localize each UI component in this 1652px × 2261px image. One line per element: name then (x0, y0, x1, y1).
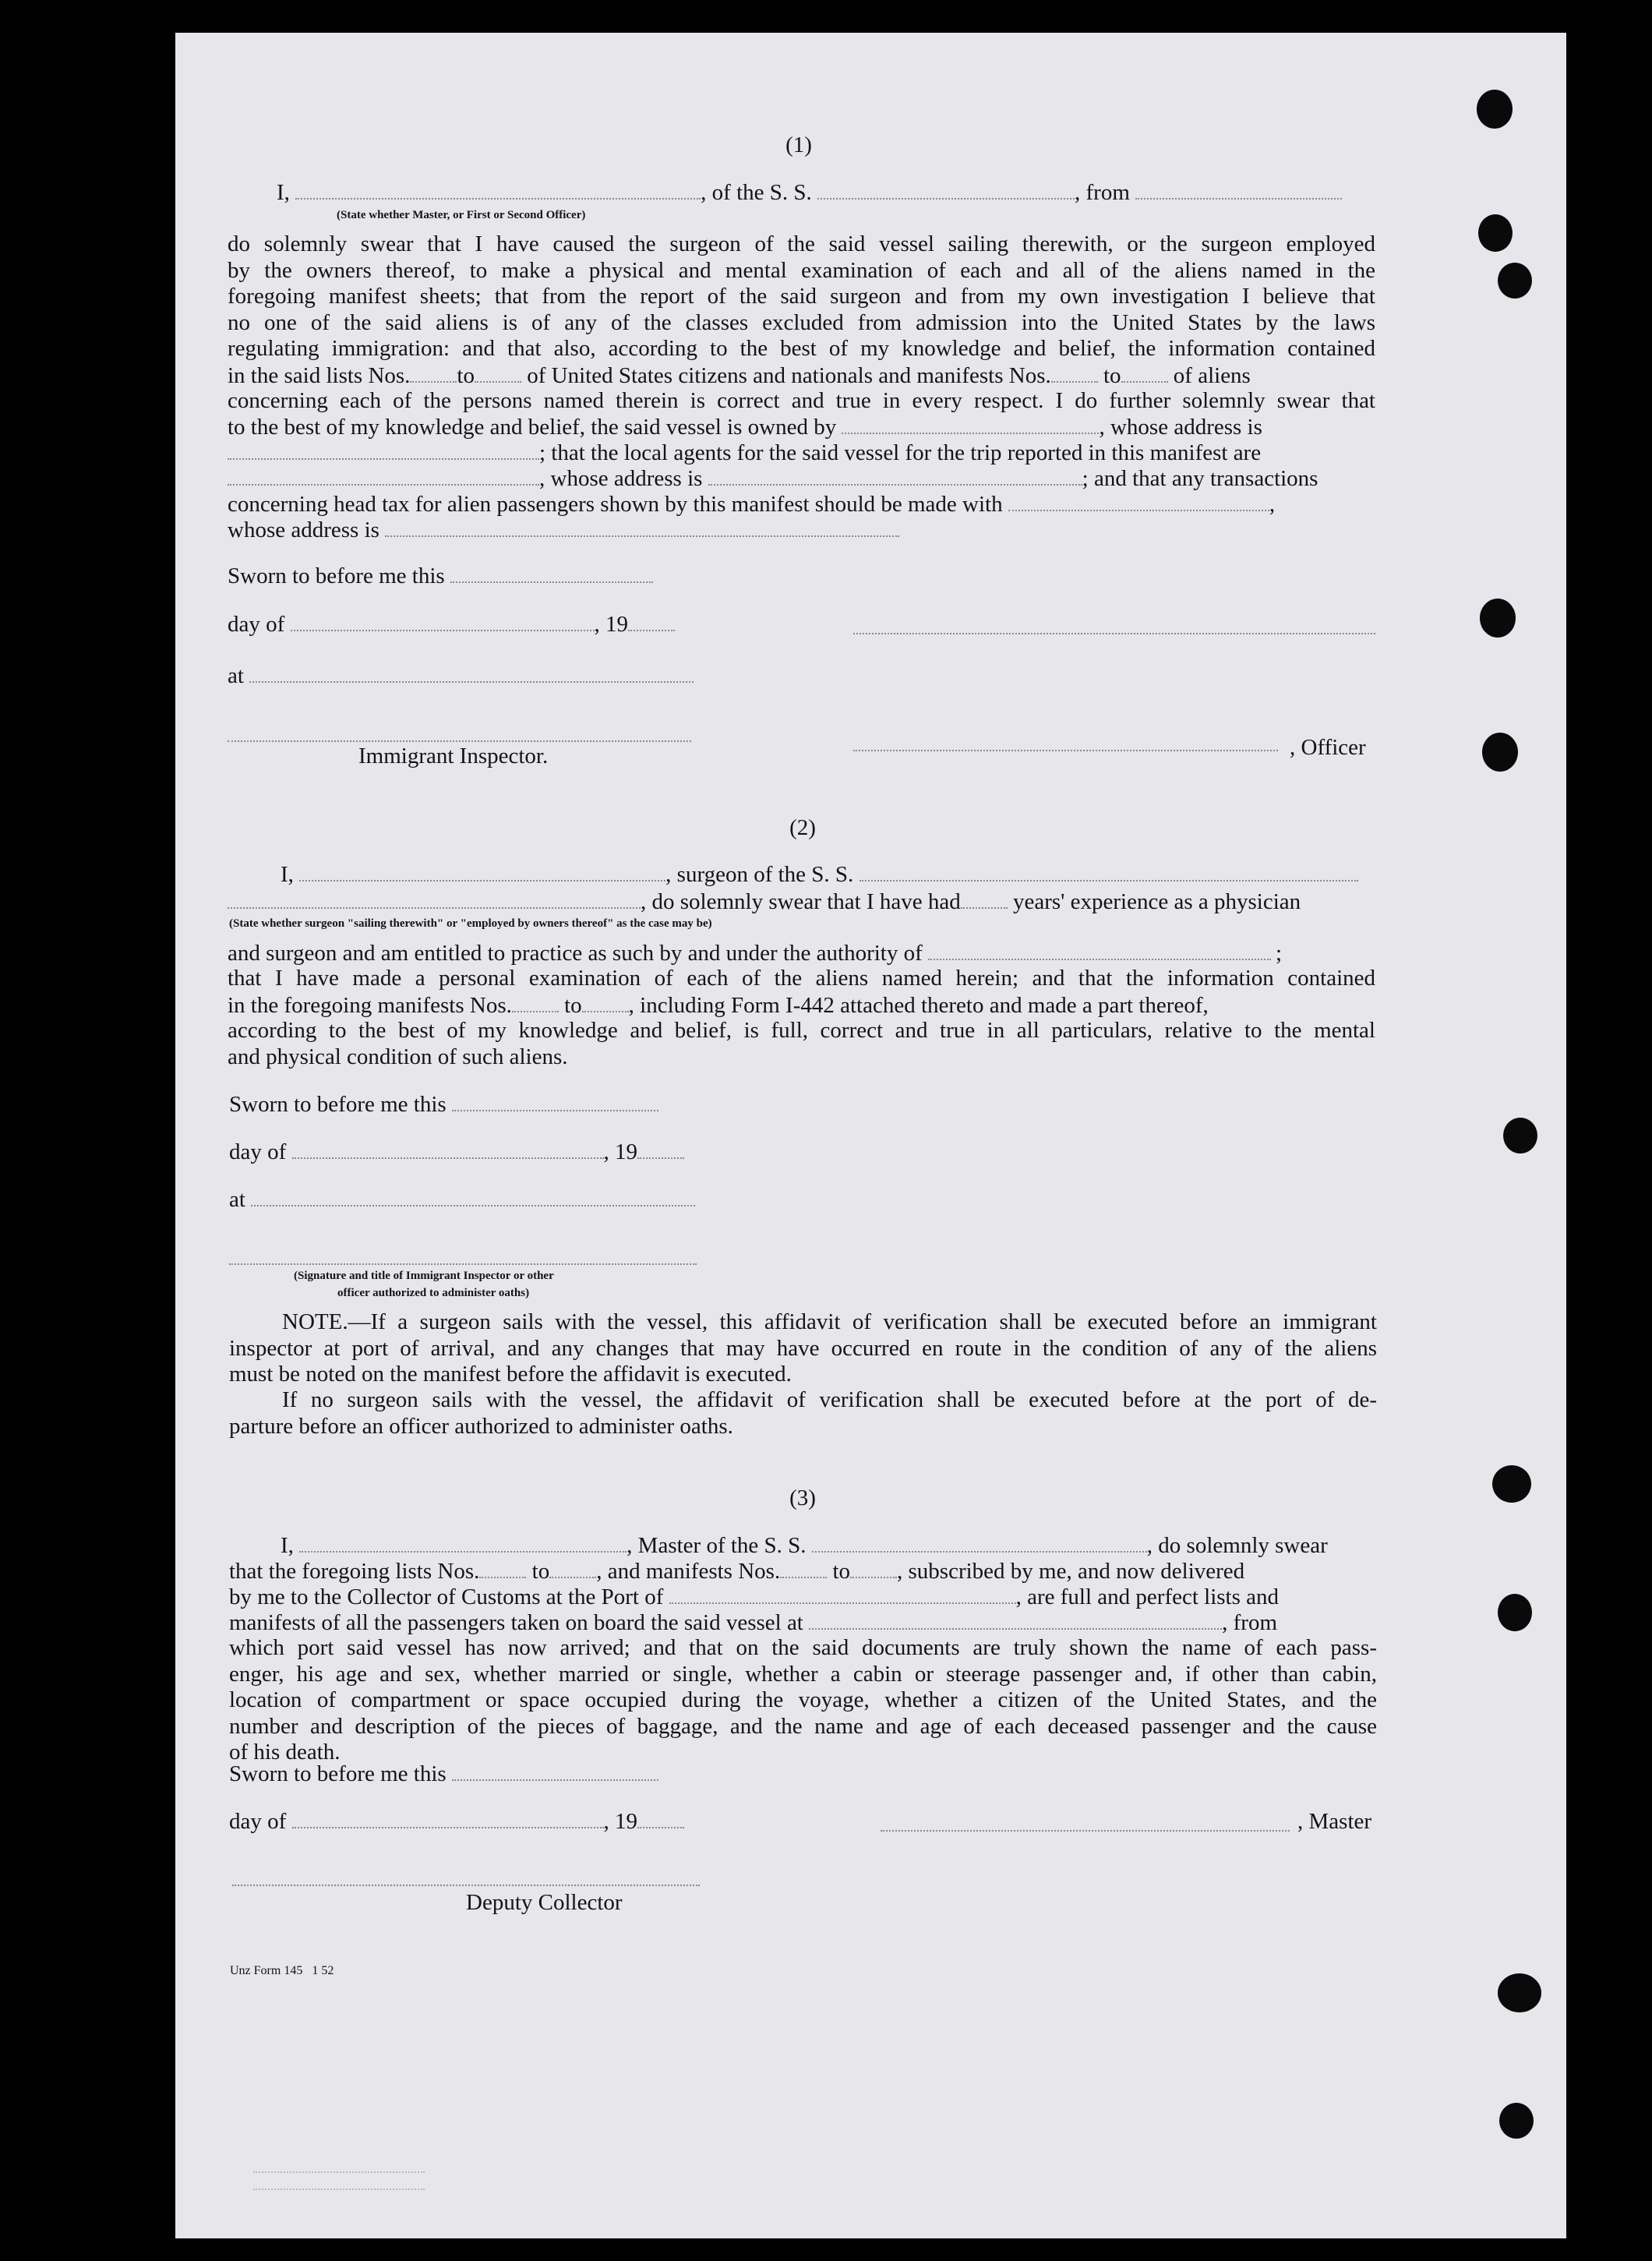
faint-rule (253, 2189, 425, 2190)
place-field[interactable] (249, 664, 694, 683)
paragraph-line: which port said vessel has now arrived; and that on the said documents are truly shown the name of each pass- (229, 1635, 1377, 1660)
owner-address-field[interactable] (228, 441, 539, 460)
paragraph-line: of his death. (229, 1740, 341, 1765)
manifest-to-field[interactable] (1121, 364, 1168, 383)
owner-line: to the best of my knowledge and belief, the said vessel is owned by , whose address is (228, 415, 1262, 440)
oath-paragraph (228, 231, 1375, 362)
signature-note: (Signature and title of Immigrant Inspector or other (294, 1270, 554, 1282)
section-number: (3) (789, 1486, 816, 1510)
paragraph-line: NOTE.—If a surgeon sails with the vessel, this affidavit of verification shall be executed before an immigrant (282, 1309, 1377, 1334)
signature-note: officer authorized to administer oaths) (337, 1287, 530, 1299)
customs-port-line: by me to the Collector of Customs at the Port of , are full and perfect lists and (229, 1584, 1280, 1609)
paragraph-line: by the owners thereof, to make a physical and mental examination of each and all of the aliens named in the (228, 257, 1375, 283)
note-paragraph-2 (229, 1387, 1377, 1440)
paragraph-line: parture before an officer authorized to administer oaths. (229, 1413, 733, 1439)
ship-label: , of the S. S. (701, 180, 812, 205)
paragraph-line: must be noted on the manifest before the affidavit is executed. (229, 1362, 792, 1387)
paragraph-line: enger, his age and sex, whether married or single, whether a cabin or steerage passenger and, if other than cabin, (229, 1661, 1377, 1687)
year-field[interactable] (628, 613, 675, 631)
deputy-collector-title: Deputy Collector (466, 1890, 623, 1915)
boarding-port-line: manifests of all the passengers taken on board the said vessel at , from (229, 1610, 1277, 1635)
punch-hole (1503, 1118, 1537, 1153)
experience-line: , do solemnly swear that I have had years' experience as a physician (228, 889, 1301, 915)
oath-paragraph-continued (228, 388, 1375, 415)
month-field[interactable] (292, 1810, 604, 1828)
sworn-day-field[interactable] (452, 1762, 658, 1781)
place-line: at (229, 1186, 695, 1213)
master-manifest-to-field[interactable] (850, 1560, 897, 1578)
form-identifier: Unz Form 145 1 52 (230, 1964, 334, 1977)
year-field[interactable] (637, 1140, 684, 1159)
pronoun-label: I, (277, 180, 290, 205)
officer-title: , Officer (1290, 735, 1366, 760)
list-numbers-line: in the said lists Nos. to of United States citizens and nationals and manifests Nos. to of aliens (228, 363, 1251, 388)
paragraph-line: number and description of the pieces of baggage, and the name and age of each deceased passenger and the cause (229, 1713, 1377, 1739)
officer-name-field[interactable] (295, 181, 701, 200)
customs-port-field[interactable] (669, 1585, 1016, 1604)
master-list-to-field[interactable] (549, 1560, 596, 1578)
date-line: day of , 19 (229, 1808, 684, 1835)
authority-field[interactable] (928, 941, 1271, 960)
sworn-day-field[interactable] (450, 564, 653, 583)
month-field[interactable] (292, 1140, 604, 1159)
sworn-line: Sworn to before me this (229, 1091, 658, 1118)
punch-hole (1498, 1594, 1532, 1631)
master-signature-field[interactable] (881, 1830, 1290, 1832)
officer-signature-line[interactable] (853, 750, 1278, 751)
sworn-day-field[interactable] (452, 1093, 658, 1111)
surgeon-declaration-line: I, , surgeon of the S. S. (281, 861, 1358, 888)
master-name-field[interactable] (299, 1534, 627, 1553)
years-field[interactable] (961, 890, 1008, 909)
paragraph-line: and physical condition of such aliens. (228, 1044, 568, 1069)
paragraph-line: inspector at port of arrival, and any changes that may have occurred en route in the condition of any of the aliens (229, 1335, 1377, 1361)
master-list-from-field[interactable] (479, 1560, 526, 1578)
surgeon-paragraph-continued (228, 1018, 1375, 1070)
year-field[interactable] (637, 1810, 684, 1828)
surgeon-manifest-from-field[interactable] (512, 994, 559, 1012)
section-number: (2) (789, 815, 816, 840)
paragraph-line: location of compartment or space occupied during the voyage, whether a citizen of the United States, and the (229, 1687, 1377, 1712)
agents-address-field[interactable] (708, 467, 1082, 486)
punch-hole (1480, 599, 1516, 638)
paragraph-line: according to the best of my knowledge and belief, is full, correct and true in all particulars, relative to the mental (228, 1018, 1375, 1043)
place-field[interactable] (251, 1188, 695, 1206)
master-oath-line: I, , Master of the S. S. , do solemnly swear (281, 1533, 1328, 1558)
sworn-line: Sworn to before me this (228, 563, 653, 589)
agents-field[interactable] (228, 467, 539, 486)
inspector-signature-field[interactable] (229, 1263, 697, 1265)
surgeon-manifest-line: in the foregoing manifests Nos. to , including Form I-442 attached thereto and made a part thereof, (228, 993, 1209, 1018)
agents-line: ; that the local agents for the said vessel for the trip reported in this manifest are (228, 440, 1261, 466)
punch-hole (1498, 263, 1532, 299)
section-number: (1) (785, 132, 812, 157)
head-tax-address-field[interactable] (385, 518, 899, 537)
paragraph-line: no one of the said aliens is of any of the classes excluded from admission into the United States by the laws (228, 309, 1375, 335)
date-line: day of , 19 (228, 611, 675, 638)
master-manifest-from-field[interactable] (780, 1560, 827, 1578)
punch-hole (1478, 214, 1513, 252)
punch-hole (1499, 2103, 1534, 2139)
paragraph-line: that I have made a personal examination of each of the aliens named herein; and that the information contained (228, 966, 1375, 991)
surgeon-paragraph (228, 966, 1375, 992)
collector-signature-field[interactable] (232, 1885, 700, 1886)
ship-name-field[interactable] (817, 181, 1075, 200)
officer-note: (State whether Master, or First or Second Officer) (337, 209, 586, 221)
inspector-title: Immigrant Inspector. (358, 744, 549, 768)
owner-field[interactable] (842, 415, 1099, 434)
surgeon-ship-field[interactable] (860, 863, 1358, 881)
agents-address-line: , whose address is ; and that any transactions (228, 465, 1318, 492)
from-label: , from (1075, 180, 1130, 205)
paragraph-line: regulating immigration: and that also, according to the best of my knowledge and belief, the information contained (228, 336, 1375, 361)
punch-hole (1498, 1973, 1541, 2012)
boarding-port-field[interactable] (809, 1611, 1222, 1630)
paragraph-line: foregoing manifest sheets; that from the report of the said surgeon and from my own investigation I believe that (228, 284, 1375, 309)
faint-rule (253, 2171, 425, 2173)
master-ship-field[interactable] (812, 1534, 1147, 1553)
master-declaration-line (277, 179, 1342, 206)
surgeon-note: (State whether surgeon "sailing therewith" or "employed by owners thereof" as the case may be) (229, 917, 712, 930)
paragraph-line: concerning each of the persons named therein is correct and true in every respect. I do further solemnly swear that (228, 388, 1375, 413)
surgeon-name-field[interactable] (299, 863, 665, 881)
officer-signature-field[interactable] (853, 633, 1375, 634)
master-title: , Master (1297, 1809, 1372, 1834)
master-lists-line: that the foregoing lists Nos. to , and manifests Nos. to , subscribed by me, and now delivered (229, 1559, 1245, 1584)
sworn-line: Sworn to before me this (229, 1761, 658, 1787)
punch-hole (1492, 1465, 1531, 1503)
surgeon-status-field[interactable] (228, 890, 641, 909)
place-line: at (228, 662, 694, 689)
list-to-field[interactable] (475, 364, 521, 383)
note-paragraph (229, 1309, 1377, 1388)
punch-hole (1477, 90, 1513, 129)
head-tax-line: concerning head tax for alien passengers shown by this manifest should be made with , (228, 492, 1276, 517)
list-from-field[interactable] (410, 364, 457, 383)
inspector-signature-field[interactable] (228, 740, 691, 742)
head-tax-address-line: whose address is (228, 517, 899, 543)
master-paragraph (229, 1635, 1377, 1766)
from-port-field[interactable] (1135, 181, 1342, 200)
authority-line: and surgeon and am entitled to practice as such by and under the authority of ; (228, 941, 1283, 966)
punch-hole (1482, 733, 1518, 772)
month-field[interactable] (291, 613, 595, 631)
paragraph-line: If no surgeon sails with the vessel, the affidavit of verification shall be executed before at the port of de- (282, 1387, 1377, 1412)
head-tax-agent-field[interactable] (1008, 493, 1269, 511)
surgeon-manifest-to-field[interactable] (582, 994, 629, 1012)
paragraph-line: do solemnly swear that I have caused the surgeon of the said vessel sailing therewith, or the surgeon employed (228, 231, 1375, 256)
manifest-from-field[interactable] (1051, 364, 1098, 383)
date-line: day of , 19 (229, 1139, 684, 1165)
